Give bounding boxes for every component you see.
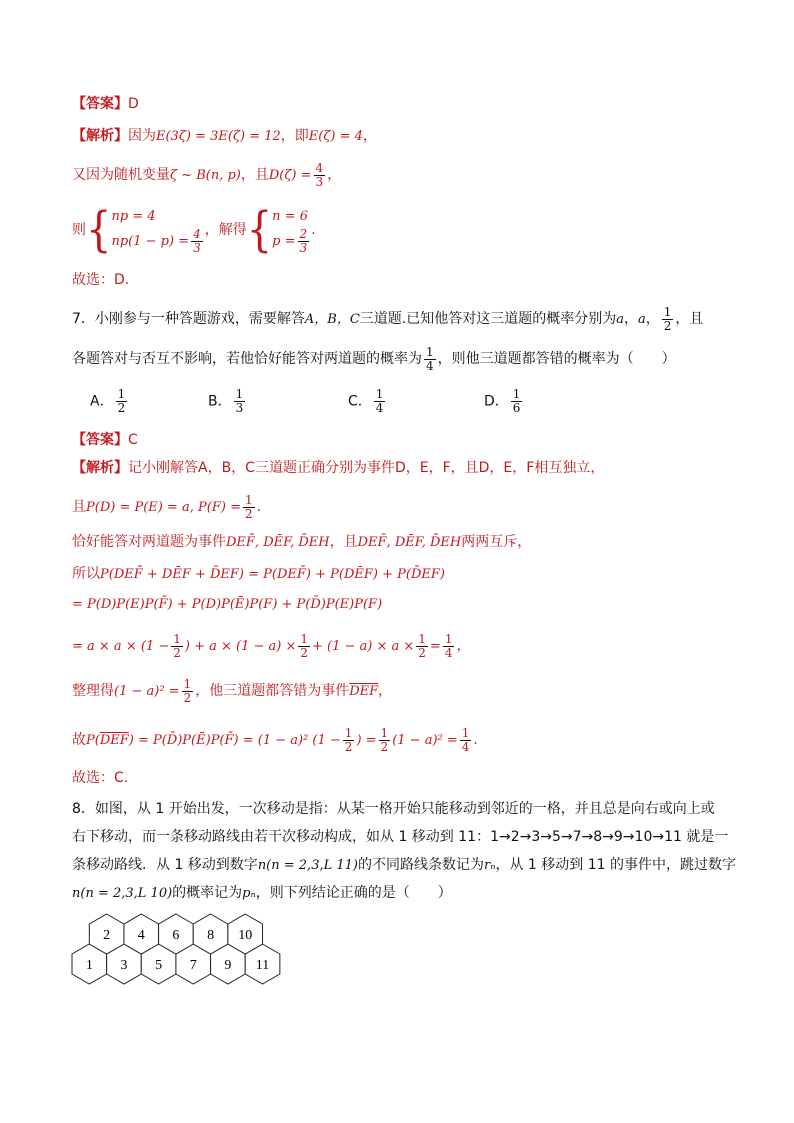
hex-cell-label: 4 [137, 928, 145, 943]
q6-analysis-line2 [72, 160, 724, 191]
math-expression: ) = [356, 733, 377, 748]
left-brace: { [246, 202, 273, 258]
math-expression: ) + a × (1 − a) × [184, 639, 297, 654]
q6-answer-line [72, 94, 724, 114]
option-b[interactable] [208, 388, 247, 415]
denominator: 4 [375, 401, 384, 415]
text: ，则他三道题都答错的概率为（ ） [437, 351, 676, 367]
fraction [234, 388, 246, 415]
fraction [191, 228, 203, 255]
numerator: 4 [315, 160, 324, 175]
fraction [298, 228, 310, 255]
fraction [460, 727, 472, 754]
math-expression: E(ζ) = 4 [308, 129, 363, 144]
answer-tag: 【答案】 [72, 96, 128, 112]
hex-cell-label: 7 [189, 958, 197, 973]
text: 各题答对与否互不影响，若他恰好能答对两道题的概率为 [72, 351, 422, 367]
math-expression: n(n = 2,3,L 11) [257, 858, 358, 873]
denominator: 3 [235, 401, 244, 415]
option-label: D． [484, 393, 509, 410]
fraction [116, 388, 128, 415]
math-expression: ) = P(D̄)P(Ē)P(F̄) = (1 − a)² (1 − [128, 733, 341, 748]
fraction [379, 727, 391, 754]
denominator: 2 [183, 690, 192, 705]
text: ， [327, 167, 342, 183]
text: 整理得 [72, 683, 114, 699]
math-expression: E(3ζ) = 3E(ζ) = 12 [156, 129, 281, 144]
hex-cell-label: 8 [207, 928, 215, 943]
text: 恰好能答对两道题为事件 [72, 534, 226, 550]
numerator: 4 [193, 226, 201, 241]
hex-cell-label: 9 [224, 958, 232, 973]
equation-row: np(1 − p) = [111, 233, 190, 249]
numerator: 1 [244, 492, 253, 507]
q7-analysis-line8 [72, 722, 724, 759]
text: 记小刚解答A，B，C三道题正确分别为事件D，E，F，且D，E，F相互独立， [128, 460, 605, 476]
math-expression: = P(D)P(E)P(F̄) + P(D)P(Ē)P(F) + P(D̄)P(E)P(F) [72, 597, 383, 612]
text: ，且 [240, 167, 269, 183]
text: ， [624, 311, 639, 327]
denominator: 2 [663, 318, 672, 333]
math-expression: n(n = 2,3,L 10) [72, 886, 173, 901]
hex-cell-label: 10 [238, 928, 253, 943]
denominator: 3 [193, 240, 201, 255]
denominator: 2 [300, 645, 308, 660]
q7-analysis-line2 [72, 492, 724, 523]
text: 的概率记为 [172, 885, 243, 901]
fraction [416, 633, 428, 660]
math-expression: = a × a × (1 − [72, 639, 170, 654]
text: ，解得 [204, 222, 247, 238]
denominator: 2 [344, 739, 353, 754]
numerator: 1 [173, 631, 181, 646]
text: 的不同路线条数记为 [357, 857, 484, 873]
text: 所以 [72, 566, 100, 582]
fraction [171, 633, 183, 660]
denominator: 4 [461, 739, 470, 754]
q7-analysis-line3 [72, 532, 724, 553]
q8-stem-line1: 8．如图，从 1 开始出发，一次移动是指：从某一格开始只能移动到邻近的一格，并且总是向右或向上或 [72, 801, 715, 817]
equation-system [111, 206, 204, 255]
text: ，他三道题都答错为事件 [195, 683, 350, 699]
text: 故 [72, 732, 86, 748]
math-expression: P( [86, 733, 100, 748]
fraction [298, 633, 310, 660]
numerator: 1 [380, 725, 389, 740]
q8-stem-line4 [72, 880, 724, 907]
numerator: 1 [461, 725, 470, 740]
q7-options [90, 388, 724, 422]
q6-analysis-line3 [72, 202, 724, 258]
hexagon-grid-figure [70, 912, 300, 996]
text: ， [378, 683, 393, 699]
option-c[interactable] [348, 388, 387, 415]
text: ， [645, 311, 660, 327]
text: ，则下列结论正确的是（ ） [255, 885, 452, 901]
text: 因为 [128, 128, 156, 144]
text: 三道题.已知他答对这三道题的概率分别为 [359, 311, 617, 327]
math-symbol: a [616, 312, 625, 327]
numerator: 1 [344, 725, 353, 740]
math-expression: D(ζ) = [268, 168, 312, 183]
q8-stem-line3 [72, 852, 736, 879]
denominator: 2 [418, 645, 426, 660]
math-expression: DEF̄, DĒF, D̄EH [226, 535, 330, 550]
hex-cell-label: 5 [155, 958, 163, 973]
text: 则 [72, 222, 86, 238]
denominator: 6 [512, 401, 521, 415]
text: 两两互斥， [461, 534, 532, 550]
fraction [243, 494, 255, 521]
hex-cell-label: 2 [103, 928, 111, 943]
fraction [511, 388, 523, 415]
hex-cell-label: 3 [120, 958, 128, 973]
math-expression: (1 − a)² = [114, 684, 180, 699]
text: ， [362, 128, 377, 144]
math-expression: ζ ~ B(n, p) [170, 168, 241, 183]
text: ，即 [280, 128, 309, 144]
equation-row: np = 4 [111, 208, 156, 224]
numerator: 1 [512, 387, 521, 401]
q7-analysis-line1 [72, 458, 724, 478]
numerator: 1 [183, 676, 192, 691]
q8-stem-line2: 右下移动，而一条移动路线由若干次移动构成，如从 1 移动到 11：1→2→3→5→7→8→9→10→11 就是一 [72, 829, 729, 845]
answer-value: C [128, 432, 138, 448]
denominator: 4 [426, 358, 434, 373]
math-expression: P(DEF̄ + DĒF + D̄EF) = P(DEF̄) + P(DĒF) + P(D̄EF) [100, 567, 445, 582]
denominator: 4 [444, 645, 453, 660]
fraction [343, 727, 355, 754]
q7-conclusion: 故选：C. [72, 770, 129, 786]
q7-analysis-line6 [72, 628, 724, 665]
text: . [311, 222, 316, 238]
option-d[interactable] [484, 388, 524, 415]
fraction [182, 678, 194, 705]
fraction [662, 306, 674, 333]
text: . [473, 732, 478, 748]
math-expression: (1 − a)² = [392, 733, 458, 748]
q7-stem-line1 [72, 304, 724, 335]
option-a[interactable] [90, 388, 129, 415]
option-label: B． [208, 393, 232, 410]
text: . [256, 499, 262, 515]
q7-answer-line [72, 430, 724, 450]
hexagon-grid [70, 912, 300, 992]
numerator: 1 [418, 631, 426, 646]
math-expression: rₙ [483, 858, 496, 873]
math-symbol: a [638, 312, 646, 327]
math-expression: $\overline{DEF}$ [99, 733, 129, 748]
hex-cell-label: 6 [172, 928, 180, 943]
math-expression: + (1 − a) × a × [311, 639, 415, 654]
denominator: 3 [299, 240, 308, 255]
equation-row: n = 6 [272, 208, 308, 224]
q7-stem-line2 [72, 344, 724, 374]
text: ，从 1 移动到 11 的事件中，跳过数字 [495, 857, 736, 873]
denominator: 2 [173, 645, 181, 660]
text: ，且 [675, 311, 704, 327]
analysis-tag: 【解析】 [72, 128, 128, 144]
numerator: 2 [299, 226, 308, 241]
q6-conclusion: 故选：D. [72, 272, 130, 288]
numerator: 1 [444, 631, 453, 646]
option-label: C． [348, 393, 372, 410]
math-expression: DEF̄, DĒF, D̄EH [357, 535, 462, 550]
text: ，且 [329, 534, 358, 550]
numerator: 1 [235, 387, 244, 401]
math-expression: A，B，C [304, 312, 360, 327]
text: 且 [72, 499, 86, 515]
q7-analysis-line5 [72, 594, 724, 615]
numerator: 1 [117, 387, 126, 401]
math-expression: pₙ [242, 886, 256, 901]
option-label: A． [90, 393, 114, 410]
answer-tag: 【答案】 [72, 432, 128, 448]
numerator: 1 [663, 304, 672, 319]
q6-analysis-line1 [72, 126, 724, 147]
numerator: 1 [300, 631, 308, 646]
q7-analysis-line7 [72, 676, 724, 707]
q7-analysis-line4 [72, 564, 724, 585]
equation-system [272, 206, 311, 255]
denominator: 3 [315, 174, 324, 189]
text: 又因为随机变量 [72, 167, 170, 183]
text: 条移动路线．从 1 移动到数字 [72, 857, 258, 873]
denominator: 2 [117, 401, 126, 415]
numerator: 1 [375, 387, 384, 401]
fraction [443, 633, 455, 660]
text: 7．小刚参与一种答题游戏，需要解答 [72, 311, 305, 327]
math-expression: P(D) = P(E) = a, P(F) = [86, 500, 241, 515]
denominator: 2 [244, 506, 253, 521]
answer-value: D [128, 96, 139, 112]
analysis-tag: 【解析】 [72, 460, 128, 476]
text: ， [456, 638, 471, 654]
equation-row: p = [272, 233, 296, 249]
math-expression: = [429, 639, 441, 654]
math-expression: $\overline{DEF}$ [349, 684, 379, 699]
fraction [424, 346, 436, 373]
left-brace: { [86, 202, 112, 258]
hex-cell-label: 11 [255, 958, 270, 973]
hex-cell-label: 1 [85, 958, 93, 973]
denominator: 2 [380, 739, 389, 754]
fraction [314, 162, 326, 189]
fraction [374, 388, 386, 415]
numerator: 1 [426, 344, 434, 359]
